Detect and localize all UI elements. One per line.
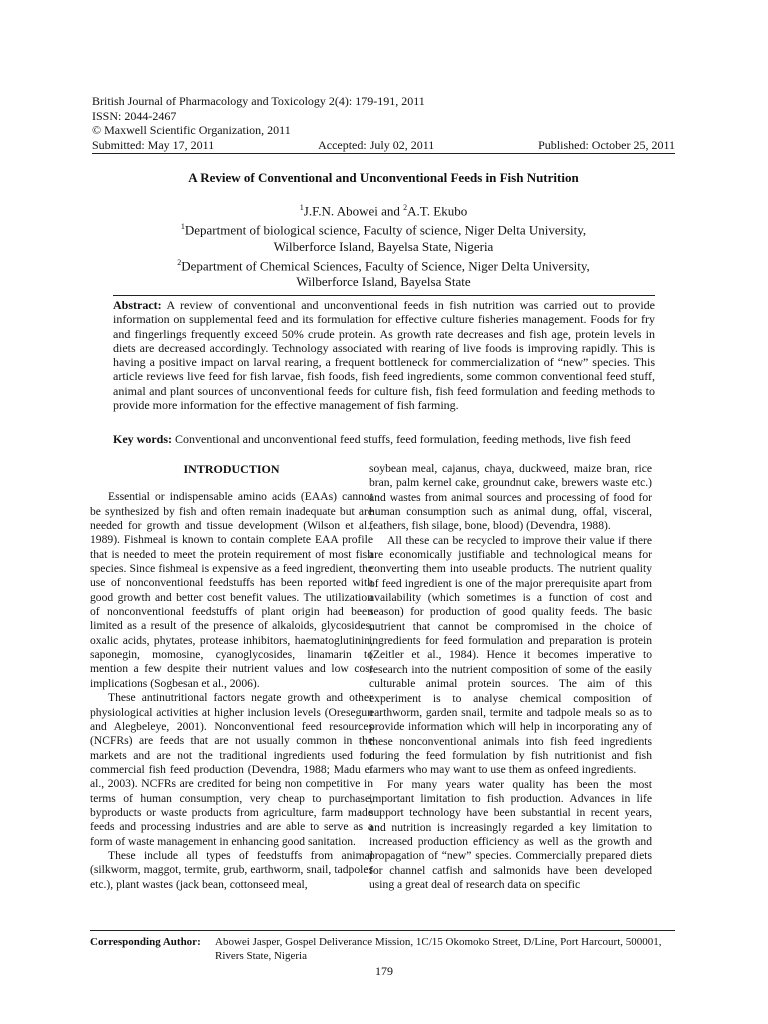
submission-dates xyxy=(92,138,675,155)
keywords xyxy=(113,432,658,447)
author1-marker: 1 xyxy=(299,203,304,212)
right-column xyxy=(369,462,652,892)
abstract-text: A review of conventional and unconventional feeds in fish nutrition was carried out to provide information on supplemental feed and its formulation for effective culture fisheries management. Foods for fry and fingerlings frequently exceed 50% crude protein. As growth rate decreases and fish age, protein levels in diets are decreased accordingly. Technology associated with rearing of live foods is improving rapidly. This is having a positive impact on larval rearing, a frequent bottleneck for commercialization of “new” species. This article reviews live feed for fish larvae, fish foods, fish feed ingredients, some common conventional feed stuff, animal and plant sources of unconventional feeds for culture fish, fish feed formulation and feeding methods to provide more information for the effective management of fish farming. xyxy=(113,298,655,413)
author-block xyxy=(92,200,675,290)
affiliation-2-line1: Department of Chemical Sciences, Faculty of Science, Niger Delta University, xyxy=(181,257,590,273)
author2-marker: 2 xyxy=(403,203,408,212)
section-heading-introduction: INTRODUCTION xyxy=(183,462,280,476)
paragraph: Essential or indispensable amino acids (EAAs) cannot be synthesized by fish and often remain inadequate but are needed for growth and tissue development (Wilson et al., 1989). Fishmeal is known to contain complete EAA profile that is needed to meet the protein requirement of most fish species. Since fishmeal is expensive as a feed ingredient, the use of nonconventional feedstuffs has been reported with good growth and better cost benefit values. The utilization of nonconventional feedstuffs of plant origin had been limited as a result of the presence of alkaloids, glycosides, oxalic acids, phytates, protease inhibitors, haematoglutinin, saponegin, momosine, cyanoglycosides, linamarin to mention a few despite their nutrient values and low cost implications (Sogbesan et al., 2006). xyxy=(90,490,373,690)
page-number: 179 xyxy=(375,964,393,978)
paragraph: All these can be recycled to improve their value if there are economically justifiable and technological means for converting them into useable products. The nutrient quality of feed ingredient is one of the major prerequisite apart from availability (which sometimes is a function of cost and season) for production of good quality feeds. The basic nutrient that cannot be compromised in the choice of ingredients for feed formulation and preparation is protein (Zeitler et al., 1984). Hence it becomes imperative to research into the nutrient composition of some of the easily culturable animal protein sources. The aim of this experiment is to analyse chemical composition of earthworm, garden snail, termite and tadpole meals so as to provide information which will help in incorporating any of these nonconventional animals into fish feed ingredients during the feed formulation by fish nutritionist and fish farmers who may want to use them as onfeed ingredients. xyxy=(369,533,652,777)
author1-name: J.F.N. Abowei and xyxy=(303,203,404,219)
corresponding-author xyxy=(90,930,675,963)
paragraph: For many years water quality has been the most important limitation to fish production. Advances in life support technology have been substantial in recent years, and nutrition is increasingly regarded a key limitation to increased production efficiency as well as the growth and propagation of “new” species. Commercially prepared diets for channel catfish and salmonids have been developed using a great deal of research data on specific xyxy=(369,777,652,891)
journal-copyright: © Maxwell Scientific Organization, 2011 xyxy=(92,123,291,138)
abstract xyxy=(113,295,655,412)
accepted-date: Accepted: July 02, 2011 xyxy=(318,137,435,152)
paragraph: These antinutritional factors negate growth and other physiological activities at higher inclusion levels (Oresegun and Alegbeleye, 2001). Nonconventional feed resources (NCFRs) are feeds that are not usually common in the markets and are not the traditional ingredients used for commercial fish feed production (Devendra, 1988; Madu et al., 2003). NCFRs are credited for being non competitive in terms of human consumption, very cheap to purchase, byproducts or waste products from agriculture, farm made feeds and processing industries and are able to serve as a form of waste management in enhancing good sanitation. xyxy=(90,691,373,848)
corresponding-author-text: Abowei Jasper, Gospel Deliverance Mission, 1C/15 Okomoko Street, D/Line, Port Harcourt, 500001, Rivers State, Nigeria xyxy=(215,936,662,962)
affiliation-1-marker: 1 xyxy=(180,222,185,232)
abstract-label: Abstract: xyxy=(113,298,162,312)
author-names xyxy=(92,200,675,219)
affiliation-1-line2: Wilberforce Island, Bayelsa State, Nigeria xyxy=(273,238,494,254)
left-column xyxy=(90,462,373,892)
author2-name: A.T. Ekubo xyxy=(407,203,468,219)
affiliation-1-line1: Department of biological science, Faculty of science, Niger Delta University, xyxy=(184,222,587,238)
corresponding-author-label: Corresponding Author: xyxy=(90,936,201,948)
paragraph: soybean meal, cajanus, chaya, duckweed, maize bran, rice bran, palm kernel cake, groundnut cake, brewers waste etc.) and wastes from animal sources and processing of food for human consumption such as animal dung, offal, visceral, feathers, fish silage, bone, blood) (Devendra, 1988). xyxy=(369,462,652,533)
journal-citation: British Journal of Pharmacology and Toxicology 2(4): 179-191, 2011 xyxy=(92,94,425,108)
submitted-date: Submitted: May 17, 2011 xyxy=(92,137,215,152)
affiliation-2 xyxy=(92,255,675,274)
affiliation-1 xyxy=(92,219,675,238)
journal-issn: ISSN: 2044-2467 xyxy=(92,108,177,123)
affiliation-2-line2: Wilberforce Island, Bayelsa State xyxy=(296,273,471,289)
keywords-label: Key words: xyxy=(113,432,172,446)
published-date: Published: October 25, 2011 xyxy=(538,137,675,152)
paper-title: A Review of Conventional and Unconventional Feeds in Fish Nutrition xyxy=(188,170,579,185)
affiliation-2-marker: 2 xyxy=(177,257,182,267)
journal-header xyxy=(92,94,675,154)
paragraph: These include all types of feedstuffs from animal (silkworm, maggot, termite, grub, earthworm, snail, tadpoles etc.), plant wastes (jack bean, cottonseed meal, xyxy=(90,848,373,891)
keywords-text: Conventional and unconventional feed stuffs, feed formulation, feeding methods, live fish feed xyxy=(172,432,631,446)
